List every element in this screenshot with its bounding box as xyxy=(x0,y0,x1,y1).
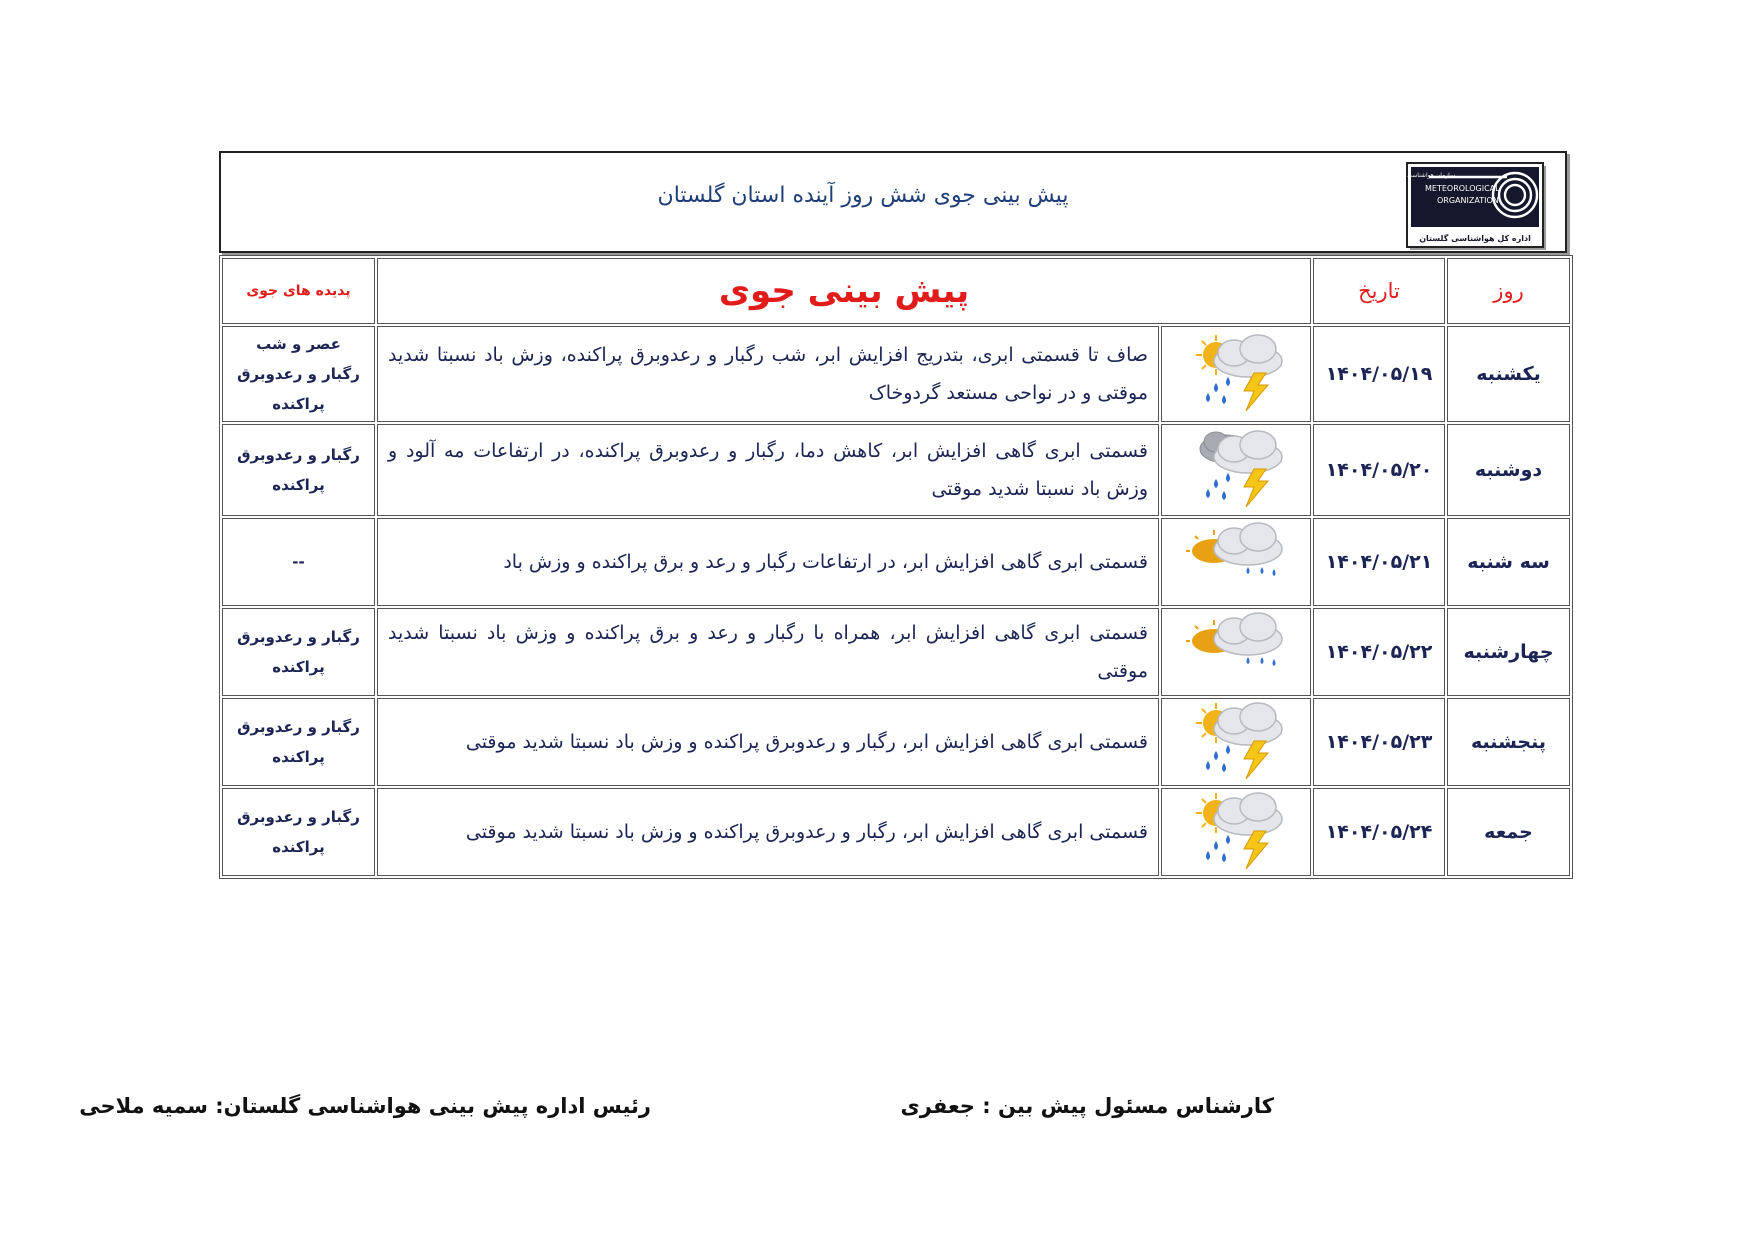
header-forecast: پیش بینی جوی xyxy=(377,258,1311,324)
date-cell: ۱۴۰۴/۰۵/۲۱ xyxy=(1313,518,1445,606)
header-phenomena: پدیده های جوی xyxy=(222,258,375,324)
date-cell: ۱۴۰۴/۰۵/۲۲ xyxy=(1313,608,1445,696)
day-cell: چهارشنبه xyxy=(1447,608,1570,696)
forecast-cell: صاف تا قسمتی ابری، بتدریج افزایش ابر، شب رگبار و رعدوبرق پراکنده، وزش باد نسبتا شدید موقتی و در نواحی مستعد گردوخاک xyxy=(377,326,1159,422)
forecast-cell: قسمتی ابری گاهی افزایش ابر، رگبار و رعدوبرق پراکنده و وزش باد نسبتا شدید موقتی xyxy=(377,788,1159,876)
sun-cloud-rain-icon xyxy=(1161,518,1311,606)
phenomena-line: رگبار و رعدوبرق xyxy=(237,628,360,646)
table-row xyxy=(222,788,1570,876)
day-cell: جمعه xyxy=(1447,788,1570,876)
svg-text:سازمان هواشناسی کشور: سازمان هواشناسی کشور xyxy=(1391,172,1455,179)
date-cell: ۱۴۰۴/۰۵/۲۳ xyxy=(1313,698,1445,786)
phenomena-line: پراکنده xyxy=(272,476,325,494)
forecast-table xyxy=(219,255,1573,879)
forecast-sheet xyxy=(79,151,1567,1118)
sun-cloud-rain-lightning-icon xyxy=(1161,326,1311,422)
phenomena-cell xyxy=(222,698,375,786)
forecaster-signature: کارشناس مسئول پیش بین : جعفری xyxy=(900,1094,1274,1118)
date-cell: ۱۴۰۴/۰۵/۲۰ xyxy=(1313,424,1445,516)
day-cell: دوشنبه xyxy=(1447,424,1570,516)
phenomena-line: رگبار و رعدوبرق xyxy=(237,718,360,736)
meteorological-organization-logo xyxy=(1391,163,1543,247)
forecast-cell: قسمتی ابری گاهی افزایش ابر، در ارتفاعات رگبار و رعد و برق پراکنده و وزش باد xyxy=(377,518,1159,606)
day-cell: سه شنبه xyxy=(1447,518,1570,606)
phenomena-cell xyxy=(222,326,375,422)
phenomena-cell xyxy=(222,608,375,696)
forecast-cell: قسمتی ابری گاهی افزایش ابر، کاهش دما، رگبار و رعدوبرق پراکنده، در ارتفاعات مه آلود و وزش باد نسبتا شدید موقتی xyxy=(377,424,1159,516)
cloud-rain-lightning-icon xyxy=(1161,424,1311,516)
table-row xyxy=(222,326,1570,422)
header-day: روز xyxy=(1447,258,1570,324)
phenomena-cell xyxy=(222,518,375,606)
svg-text:اداره کل هواشناسی گلستان: اداره کل هواشناسی گلستان xyxy=(1419,234,1531,243)
table-header-row xyxy=(222,258,1570,324)
phenomena-line: پراکنده xyxy=(272,748,325,766)
table-row xyxy=(222,424,1570,516)
page-title: پیش بینی جوی شش روز آینده استان گلستان xyxy=(657,183,1069,208)
day-cell: یکشنبه xyxy=(1447,326,1570,422)
head-signature: رئیس اداره پیش بینی هواشناسی گلستان: سمیه ملاحی xyxy=(79,1094,651,1118)
phenomena-line: رگبار و رعدوبرق xyxy=(237,365,360,383)
forecast-cell: قسمتی ابری گاهی افزایش ابر، همراه با رگبار و رعد و برق پراکنده و وزش باد نسبتا شدید موقتی xyxy=(377,608,1159,696)
phenomena-line: رگبار و رعدوبرق xyxy=(237,446,360,464)
table-row xyxy=(222,608,1570,696)
svg-text:ORGANIZATION: ORGANIZATION xyxy=(1437,196,1499,205)
date-cell: ۱۴۰۴/۰۵/۲۴ xyxy=(1313,788,1445,876)
svg-text:METEOROLOGICAL: METEOROLOGICAL xyxy=(1425,184,1500,193)
phenomena-line: رگبار و رعدوبرق xyxy=(237,808,360,826)
phenomena-line: پراکنده xyxy=(272,658,325,676)
table-row xyxy=(222,518,1570,606)
phenomena-line: -- xyxy=(292,553,305,571)
sun-cloud-rain-icon xyxy=(1161,608,1311,696)
header-date: تاریخ xyxy=(1313,258,1445,324)
sun-cloud-rain-lightning-icon xyxy=(1161,698,1311,786)
table-row xyxy=(222,698,1570,786)
forecast-cell: قسمتی ابری گاهی افزایش ابر، رگبار و رعدوبرق پراکنده و وزش باد نسبتا شدید موقتی xyxy=(377,698,1159,786)
phenomena-cell xyxy=(222,424,375,516)
phenomena-line: پراکنده xyxy=(272,395,325,413)
day-cell: پنجشنبه xyxy=(1447,698,1570,786)
phenomena-line: عصر و شب xyxy=(256,335,341,353)
sun-cloud-rain-lightning-icon xyxy=(1161,788,1311,876)
phenomena-cell xyxy=(222,788,375,876)
header-box xyxy=(219,151,1567,253)
date-cell: ۱۴۰۴/۰۵/۱۹ xyxy=(1313,326,1445,422)
phenomena-line: پراکنده xyxy=(272,838,325,856)
